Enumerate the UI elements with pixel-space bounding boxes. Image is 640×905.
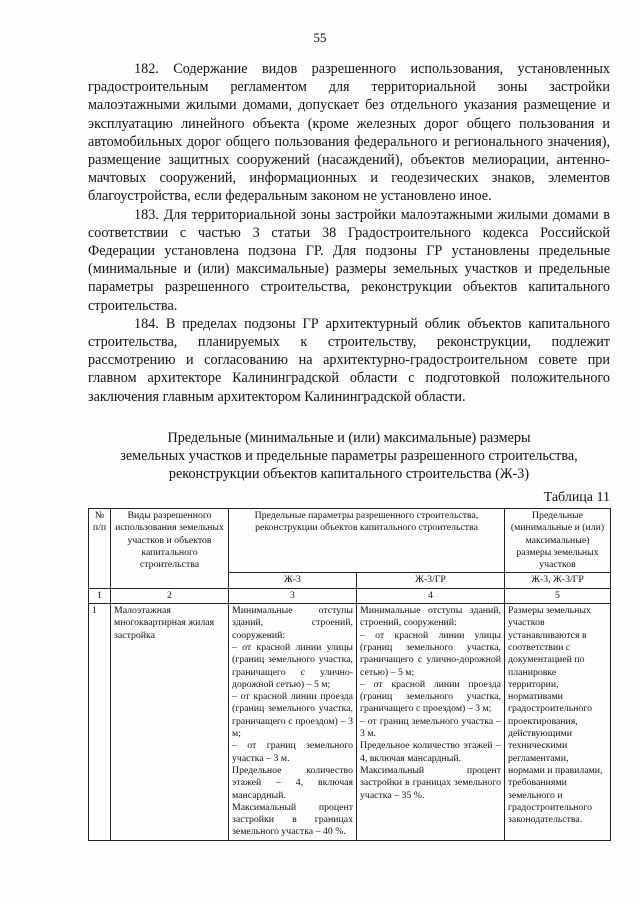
row-num: 1 <box>89 604 111 841</box>
param-line: Предельное количество этажей – 4, включая мансардный. <box>232 764 353 801</box>
table-caption: Таблица 11 <box>543 490 610 505</box>
param-line: Предельное количество этажей – 4, включая мансардный. <box>360 740 501 764</box>
table-heading-line-3: реконструкции объектов капитального строительства (Ж-3) <box>168 466 530 482</box>
header-num: № п/п <box>89 509 111 589</box>
row-sizes: Размеры земельных участков устанавливаются в соответствии с документацией по планировке территории, нормативами градостроительного проектирования, действующими техническими регламентами, нормами и правилами, требованиями земельного и градостроительного законодательства. <box>505 604 611 841</box>
table-heading <box>88 429 610 483</box>
paragraph-184: 184. В пределах подзоны ГР архитектурный облик объектов капитального строительства, планируемых к строительству, реконструкции, подлежит рассмотрению и согласованию на архитектурно-градостроительном совете при главном архитекторе Калининградской области с подготовкой положительного заключения главным архитектором Калининградской области. <box>88 315 610 405</box>
subheader-both: Ж-3, Ж-3/ГР <box>505 573 611 588</box>
row-kind: Малоэтажная многоквартирная жилая застройка <box>111 604 229 841</box>
header-params: Предельные параметры разрешенного строительства, реконструкции объектов капитального строительства <box>229 509 505 573</box>
param-line: – от красной линии проезда (границ земельного участка, граничащего с проездом) – 3 м; <box>232 691 353 740</box>
table-header-row <box>89 509 611 573</box>
param-line: Максимальный процент застройки в границах земельного участка – 35 %. <box>360 764 501 801</box>
row-params-zh3 <box>229 604 357 841</box>
param-line: – от границ земельного участка – 3 м. <box>360 715 501 740</box>
subheader-zh3gr: Ж-3/ГР <box>357 573 505 588</box>
param-line: Минимальные отступы зданий, строений, сооружений: <box>360 605 501 629</box>
subheader-zh3: Ж-3 <box>229 573 357 588</box>
row-params-zh3gr <box>357 604 505 841</box>
body-text <box>88 60 610 406</box>
paragraph-182: 182. Содержание видов разрешенного использования, установленных градостроительным регламентом для территориальной зоны застройки малоэтажными жилыми домами, допускает без отдельного указания размещение и эксплуатацию линейного объекта (кроме железных дорог общего пользования и автомобильных дорог общего пользования федерального и регионального значения), размещение защитных сооружений (насаждений), объектов мелиорации, антенно-мачтовых сооружений, информационных и геодезических знаков, элементов благоустройства, если федеральным законом не установлено иное. <box>88 61 610 205</box>
param-line: – от границ земельного участка – 3 м. <box>232 740 353 764</box>
index-cell: 1 <box>89 588 111 603</box>
regulations-table <box>88 508 611 841</box>
index-cell: 5 <box>505 588 611 603</box>
header-kind: Виды разрешенного использования земельных участков и объектов капитального строительства <box>111 509 229 589</box>
paragraph-183: 183. Для территориальной зоны застройки малоэтажными жилыми домами в соответствии с частью 3 статьи 38 Градостроительного кодекса Российской Федерации установлена подзона ГР. Для подзоны ГР установлены предельные (минимальные и (или) максимальные) размеры земельных участков и предельные параметры разрешенного строительства, реконструкции объектов капитального строительства. <box>88 206 610 314</box>
param-line: – от красной линии проезда (границ земельного участка, граничащего с проездом) – 3 м; <box>360 678 501 715</box>
index-cell: 4 <box>357 588 505 603</box>
page-number: 55 <box>313 30 327 45</box>
table-row <box>89 604 611 841</box>
param-line: Минимальные отступы зданий, строений, сооружений: <box>232 605 353 641</box>
index-cell: 2 <box>111 588 229 603</box>
table-heading-line-2: земельных участков и предельные параметры разрешенного строительства, <box>120 448 578 464</box>
table-heading-line-1: Предельные (минимальные и (или) максимальные) размеры <box>167 430 531 446</box>
param-line: – от красной линии улицы (границ земельного участка, граничащего с улично-дорожной сетью) – 5 м; <box>232 641 353 690</box>
param-line: – от красной линии улицы (границ земельного участка, граничащего с улично-дорожной сетью) – 5 м; <box>360 629 501 678</box>
index-cell: 3 <box>229 588 357 603</box>
param-line: Максимальный процент застройки в границах земельного участка – 40 %. <box>232 801 353 838</box>
table-index-row <box>89 588 611 603</box>
header-sizes: Предельные (минимальные и (или) максимальные) размеры земельных участков <box>505 509 611 573</box>
